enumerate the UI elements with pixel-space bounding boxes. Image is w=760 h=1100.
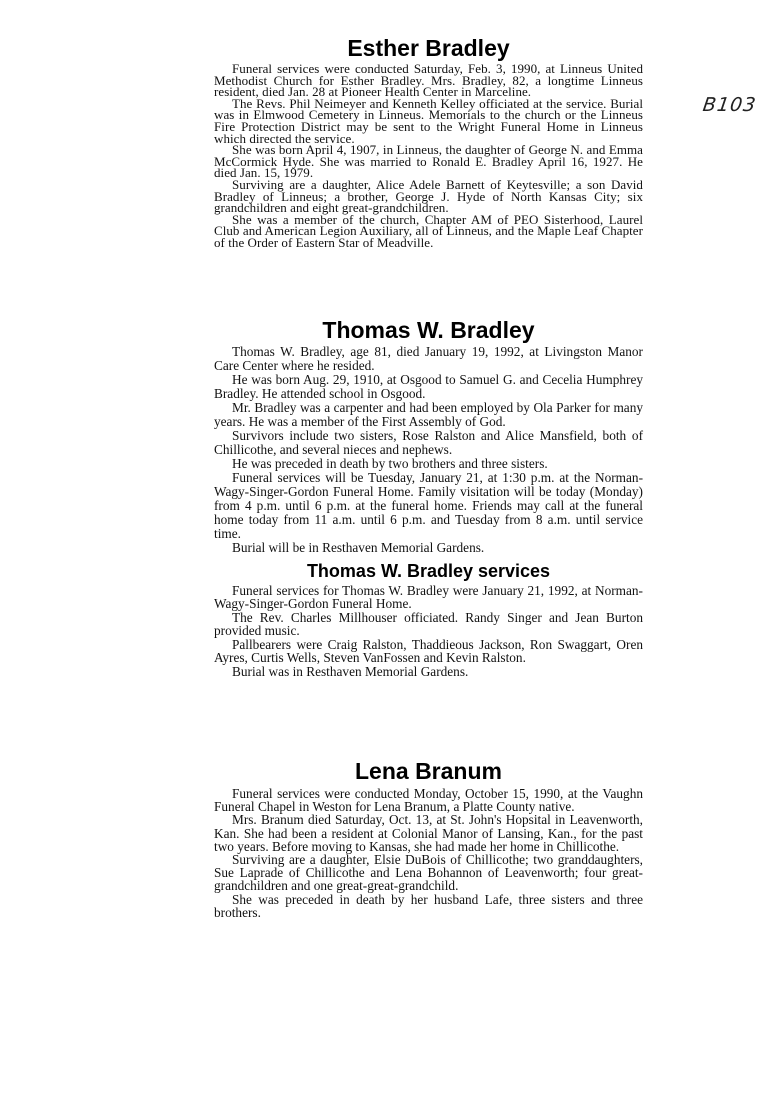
obituary-title: Thomas W. Bradley: [322, 316, 535, 343]
paragraph: She was preceded in death by her husband Lafe, three sisters and three brothers.: [214, 891, 643, 920]
obituary-body: [214, 787, 643, 919]
obituary-title: Thomas W. Bradley services: [306, 560, 551, 581]
paragraph: Thomas W. Bradley, age 81, died January 19, 1992, at Livingston Manor Care Center where he resided.: [214, 343, 643, 373]
paragraph: Funeral services for Thomas W. Bradley were January 21, 1992, at Norman-Wagy-Singer-Gordon Funeral Home.: [214, 582, 643, 611]
paragraph: Pallbearers were Craig Ralston, Thaddieous Jackson, Ron Swaggart, Oren Ayres, Curtis Wells, Steven VanFossen and Kevin Ralston.: [214, 636, 643, 665]
obituary-thomas-w-bradley-services: [214, 561, 643, 679]
handwritten-page-number: B103: [701, 94, 758, 116]
paragraph: The Revs. Phil Neimeyer and Kenneth Kelley officiated at the service. Burial was in Elmwood Cemetery in Linneus. Memorials to the church or the Linneus Fire Protection District may be sent to the Wright Funeral Home in Linneus which directed the service.: [214, 95, 643, 146]
paragraph: Surviving are a daughter, Alice Adele Barnett of Keytesville; a son David Bradley of Linneus; a brother, George J. Hyde of North Kansas City; six grandchildren and eight great-grandchildren.: [214, 176, 643, 216]
paragraph: Burial was in Resthaven Memorial Gardens.: [232, 663, 469, 679]
obituary-thomas-w-bradley: [214, 317, 643, 555]
paragraph: Burial will be in Resthaven Memorial Gardens.: [232, 539, 485, 555]
obituary-body: [214, 63, 643, 249]
paragraph: The Rev. Charles Millhouser officiated. Randy Singer and Jean Burton provided music.: [214, 609, 643, 638]
obituary-title: Lena Branum: [355, 758, 502, 784]
paragraph: Funeral services were conducted Monday, October 15, 1990, at the Vaughn Funeral Chapel in Weston for Lena Branum, a Platte County native.: [214, 786, 643, 815]
paragraph: She was born April 4, 1907, in Linneus, the daughter of George N. and Emma McCormick Hyde. She was married to Ronald E. Bradley April 16, 1927. He died Jan. 15, 1979.: [214, 142, 643, 181]
paragraph: Survivors include two sisters, Rose Ralston and Alice Mansfield, both of Chillicothe, and several nieces and nephews.: [214, 427, 643, 457]
paragraph: He was born Aug. 29, 1910, at Osgood to Samuel G. and Cecelia Humphrey Bradley. He attended school in Osgood.: [214, 371, 643, 401]
obituary-title: Esther Bradley: [347, 35, 510, 61]
paragraph: He was preceded in death by two brothers and three sisters.: [232, 455, 548, 471]
paragraph: Surviving are a daughter, Elsie DuBois of Chillicothe; two granddaughters, Sue Laprade of Chillicothe and Lena Bohannon of Leavenworth; four great-grandchildren and one great-great-grandchild.: [214, 852, 643, 894]
paragraph: Funeral services were conducted Saturday, Feb. 3, 1990, at Linneus United Methodist Church for Esther Bradley. Mrs. Bradley, 82, a longtime Linneus resident, died Jan. 28 at Pioneer Health Center in Marceline.: [214, 61, 643, 100]
paragraph: Mrs. Branum died Saturday, Oct. 13, at St. John's Hopsital in Leavenworth, Kan. She had been a resident at Colonial Manor of Lansing, Kan., for the past two years. Before moving to Kansas, she had made her home in Chillicothe.: [214, 812, 643, 854]
obituary-body: [214, 584, 643, 679]
obituary-esther-bradley: [214, 35, 643, 249]
obituary-lena-branum: [214, 758, 643, 919]
paragraph: Mr. Bradley was a carpenter and had been employed by Ola Parker for many years. He was a member of the First Assembly of God.: [214, 399, 643, 429]
obituary-body: [214, 345, 643, 555]
obituary-column: [214, 35, 643, 919]
paragraph: She was a member of the church, Chapter AM of PEO Sisterhood, Laurel Club and American Legion Auxiliary, all of Linneus, and the Maple Leaf Chapter of the Order of Eastern Star of Meadville.: [214, 211, 643, 250]
paragraph: Funeral services will be Tuesday, January 21, at 1:30 p.m. at the Norman-Wagy-Singer-Gordon Funeral Home. Family visitation will be today (Monday) from 4 p.m. until 6 p.m. at the funeral home. Friends may call at the funeral home today from 11 a.m. until 6 p.m. and Tuesday from 8 a.m. until service time.: [214, 469, 643, 541]
